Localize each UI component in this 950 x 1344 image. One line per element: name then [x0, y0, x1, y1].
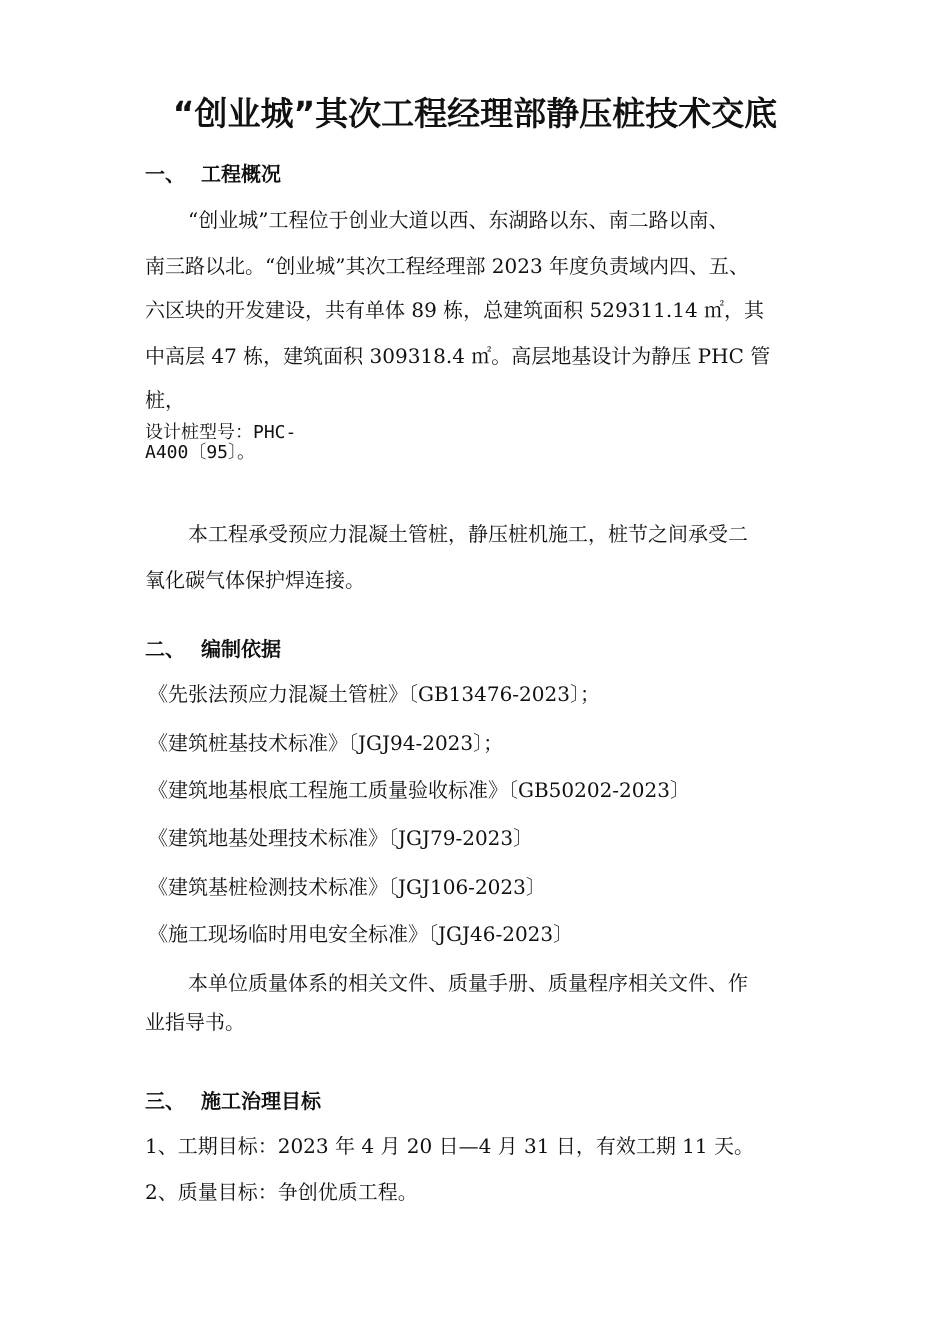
paragraph-line: 南三路以北。“创业城”其次工程经理部 2023 年度负责域内四、五、: [145, 254, 750, 278]
pile-model-text: [145, 423, 296, 463]
paragraph-line: 六区块的开发建设，共有单体 89 栋，总建筑面积 529311.14 ㎡，其: [145, 298, 765, 322]
target-item: 1、工期目标：2023 年 4 月 20 日—4 月 31 日，有效工期 11 天。: [145, 1134, 754, 1158]
reference-item: 《建筑基桩检测技术标准》〔JGJ106-2023〕: [148, 875, 546, 899]
target-item: 2、质量目标：争创优质工程。: [145, 1180, 418, 1204]
section-title: 施工治理目标: [201, 1089, 321, 1113]
reference-item: 《先张法预应力混凝土管桩》〔GB13476-2023〕；: [148, 682, 600, 706]
section-number: 一、: [145, 162, 185, 186]
paragraph-line: 业指导书。: [145, 1010, 245, 1034]
section-heading-2: [145, 633, 281, 662]
reference-item: 《建筑地基处理技术标准》〔JGJ79-2023〕: [148, 826, 534, 850]
paragraph-line: 本工程承受预应力混凝土管桩，静压桩机施工，桩节之间承受二: [188, 522, 748, 546]
section-heading-3: [145, 1085, 321, 1114]
page-title: “创业城”其次工程经理部静压桩技术交底: [172, 94, 778, 133]
reference-item: 《建筑地基根底工程施工质量验收标准》〔GB50202-2023〕: [148, 778, 690, 802]
paragraph-line: “创业城”工程位于创业大道以西、东湖路以东、南二路以南、: [188, 208, 729, 232]
section-title: 编制依据: [201, 637, 281, 661]
section-number: 二、: [145, 637, 185, 661]
paragraph-line: 中高层 47 栋，建筑面积 309318.4 ㎡。高层地基设计为静压 PHC 管: [145, 344, 771, 368]
paragraph-line: 本单位质量体系的相关文件、质量手册、质量程序相关文件、作: [188, 971, 748, 995]
paragraph-line: 氧化碳气体保护焊连接。: [145, 568, 365, 592]
section-heading-1: [145, 158, 281, 187]
pile-model-line: 设计桩型号：PHC-: [145, 422, 297, 443]
paragraph-line: 桩，: [145, 388, 185, 412]
reference-item: 《建筑桩基技术标准》〔JGJ94-2023〕；: [148, 731, 504, 755]
reference-item: 《施工现场临时用电安全标准》〔JGJ46-2023〕: [148, 922, 574, 946]
section-number: 三、: [145, 1089, 185, 1113]
section-title: 工程概况: [201, 162, 281, 186]
pile-model-line: A400〔95〕。: [145, 442, 256, 463]
